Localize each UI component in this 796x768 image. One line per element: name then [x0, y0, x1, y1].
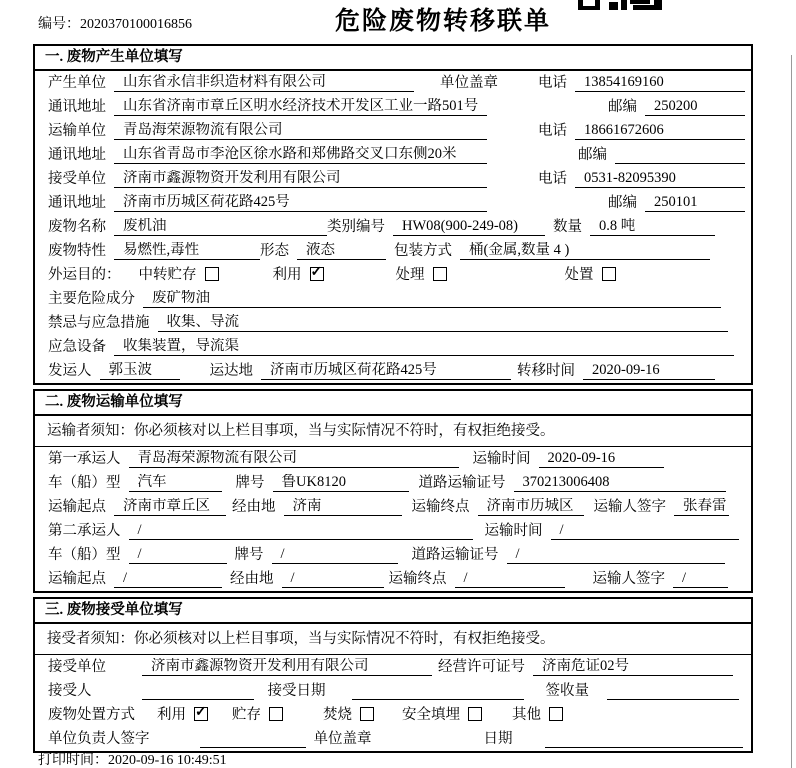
field-value: 张春雷: [683, 498, 727, 514]
form-field[interactable]: [352, 699, 524, 700]
form-label: 电话: [538, 75, 567, 91]
form-field[interactable]: [129, 522, 473, 540]
checkbox-option: [273, 267, 324, 284]
form-label: 转移时间: [517, 363, 575, 379]
checkbox-option: [157, 707, 208, 724]
form-row: [35, 311, 751, 335]
section-notice: 接受者须知：你必须核对以上栏目事项，当与实际情况不符时，有权拒绝接受。: [35, 624, 751, 655]
field-value: 济南危证02号: [542, 658, 629, 674]
field-value: 济南市章丘区: [123, 498, 210, 514]
field-value: 汽车: [137, 474, 167, 490]
form-label: 接受人: [48, 683, 92, 699]
field-value: /: [123, 570, 128, 586]
form-label: 电话: [538, 123, 567, 139]
form-row: [35, 239, 751, 263]
field-value: 废矿物油: [152, 290, 210, 306]
field-value: 2020-09-16: [547, 450, 616, 466]
document-header: [0, 0, 796, 44]
field-value: 桶(金属,数量 4 ): [469, 242, 570, 258]
form-row: [35, 287, 751, 311]
form-label: 主要危险成分: [48, 291, 135, 307]
form-field[interactable]: [673, 570, 728, 588]
form-label: 道路运输证号: [411, 547, 499, 563]
print-time-line: [38, 749, 227, 768]
form-field[interactable]: [514, 474, 726, 492]
form-field[interactable]: [129, 474, 222, 492]
form-field[interactable]: [273, 474, 409, 492]
form-field[interactable]: [575, 170, 745, 188]
form-field[interactable]: [142, 699, 254, 700]
print-time-label: 打印时间：: [38, 753, 108, 768]
form-field[interactable]: [114, 242, 260, 260]
form-label: 经营许可证号: [438, 659, 525, 675]
form-field[interactable]: [533, 658, 733, 676]
form-field[interactable]: [615, 163, 745, 164]
form-field[interactable]: [114, 338, 734, 356]
form-label: 邮编: [578, 147, 607, 163]
form-label: 形态: [260, 243, 289, 259]
checkbox-label: 贮存: [232, 707, 261, 723]
section-box: [33, 389, 753, 593]
form-field[interactable]: [143, 290, 721, 308]
form-field[interactable]: [583, 362, 715, 380]
form-row: [35, 447, 751, 471]
form-field[interactable]: [129, 546, 227, 564]
field-value: 250200: [654, 98, 698, 114]
form-label: 邮编: [608, 99, 637, 115]
form-label: 包装方式: [394, 243, 452, 259]
form-label: 接受日期: [267, 683, 326, 699]
form-row: [35, 95, 751, 119]
field-value: 370213006408: [522, 474, 610, 490]
form-label: 牌号: [234, 547, 264, 563]
form-field[interactable]: [455, 570, 565, 588]
form-label: 发运人: [48, 363, 92, 379]
page-edge-line: [791, 55, 792, 768]
field-value: /: [280, 546, 285, 562]
field-value: 济南市历城区荷花路425号: [123, 194, 290, 210]
form-label: 通讯地址: [48, 195, 106, 211]
checkbox-label: 中转贮存: [138, 267, 197, 283]
field-value: 250101: [654, 194, 698, 210]
form-row: [35, 359, 751, 383]
checkbox-option: [402, 707, 482, 724]
field-value: 废机油: [123, 218, 167, 234]
form-label: 单位负责人签字: [48, 731, 150, 747]
checkbox-icon[interactable]: [602, 267, 616, 281]
form-row: [35, 119, 751, 143]
checkbox-icon[interactable]: [433, 267, 447, 281]
form-field[interactable]: [551, 522, 739, 540]
form-label: 废物特性: [48, 243, 106, 259]
field-value: 收集装置，导流渠: [123, 338, 239, 354]
form-row: [35, 335, 751, 359]
field-value: 易燃性,毒性: [123, 242, 200, 258]
form-label: 外运目的：: [48, 267, 121, 283]
form-label: 牌号: [235, 475, 265, 491]
form-field[interactable]: [114, 122, 487, 140]
form-label: 运输时间: [472, 451, 531, 467]
form-label: 产生单位: [48, 75, 106, 91]
form-field[interactable]: [142, 658, 432, 676]
field-value: 济南市历城区: [486, 498, 574, 514]
form-label: 第二承运人: [48, 523, 121, 539]
form-field[interactable]: [114, 170, 487, 188]
form-label: 道路运输证号: [418, 475, 506, 491]
field-value: /: [682, 570, 687, 586]
field-value: 济南: [292, 498, 322, 514]
form-label: 通讯地址: [48, 147, 106, 163]
field-value: HW08(900-249-08): [402, 218, 518, 234]
form-label: 经由地: [232, 499, 276, 515]
form-field[interactable]: [478, 498, 584, 516]
field-value: /: [515, 546, 520, 562]
checkbox-label: 利用: [272, 267, 302, 283]
checkbox-label: 处置: [564, 267, 594, 283]
form-label: 废物处置方式: [48, 707, 135, 723]
form-field[interactable]: [507, 546, 725, 564]
form-row: [35, 191, 751, 215]
form-field[interactable]: [393, 218, 545, 236]
form-row: [35, 727, 751, 751]
form-field[interactable]: [129, 450, 459, 468]
field-value: 山东省青岛市李沧区徐水路和郑佛路交叉口东侧20米: [123, 146, 457, 162]
form-row: [35, 215, 751, 239]
form-field[interactable]: [114, 74, 414, 92]
checkbox-icon[interactable]: [269, 707, 283, 721]
form-label: 日期: [483, 731, 513, 747]
form-field[interactable]: [114, 194, 487, 212]
field-value: 青岛海荣源物流有限公司: [137, 450, 297, 466]
form-field[interactable]: [114, 146, 487, 164]
checkbox-option: [512, 707, 563, 724]
checkbox-label: 处理: [395, 267, 425, 283]
form-label: 车（船）型: [48, 547, 121, 563]
form-label: 应急设备: [48, 339, 106, 355]
form-row: [35, 495, 751, 519]
form-row: [35, 567, 751, 591]
form-field[interactable]: [284, 498, 402, 516]
form-field[interactable]: [674, 498, 729, 516]
form-field[interactable]: [200, 747, 306, 748]
checkbox-label: 焚烧: [323, 707, 352, 723]
qr-code-fragment-icon: [578, 0, 662, 10]
form-label: 类别编号: [327, 219, 385, 235]
section-title: 二. 废物运输单位填写: [35, 391, 751, 416]
checkbox-label: 其他: [512, 707, 541, 723]
form-label: 运输单位: [48, 123, 106, 139]
form-label: 禁忌与应急措施: [48, 315, 150, 331]
field-value: 0.8 吨: [599, 218, 636, 234]
section-title: 三. 废物接受单位填写: [35, 599, 751, 624]
checkbox-icon[interactable]: [468, 707, 482, 721]
field-value: 郭玉波: [108, 362, 152, 378]
field-value: /: [463, 570, 468, 586]
form-field[interactable]: [158, 314, 728, 332]
field-value: 济南市历城区荷花路425号: [270, 362, 437, 378]
field-value: 济南市鑫源物资开发利用有限公司: [151, 658, 369, 674]
form-row: [35, 71, 751, 95]
field-value: 18661672606: [584, 122, 664, 138]
form-row: [35, 655, 751, 679]
field-value: /: [559, 522, 564, 538]
field-value: 青岛海荣源物流有限公司: [123, 122, 283, 138]
field-value: 山东省永信非织造材料有限公司: [123, 74, 326, 90]
form-field[interactable]: [297, 242, 386, 260]
form-field[interactable]: [114, 570, 222, 588]
section-box: [33, 597, 753, 753]
field-value: 山东省济南市章丘区明水经济技术开发区工业一路501号: [123, 98, 479, 114]
form-label: 数量: [553, 219, 582, 235]
form-row: [35, 519, 751, 543]
form-row: [35, 543, 751, 567]
form-row: [35, 679, 751, 703]
print-time-value: 2020-09-16 10:49:51: [108, 753, 227, 768]
form-label: 经由地: [230, 571, 274, 587]
section-notice: 运输者须知：你必须核对以上栏目事项，当与实际情况不符时，有权拒绝接受。: [35, 416, 751, 447]
form-field[interactable]: [114, 98, 487, 116]
form-field[interactable]: [100, 362, 180, 380]
form-field[interactable]: [545, 747, 743, 748]
form-label: 运输人签字: [592, 571, 665, 587]
form-label: 接受单位: [48, 171, 106, 187]
checkbox-option: [396, 267, 447, 284]
checkbox-option: [565, 267, 616, 284]
checkbox-label: 安全填埋: [402, 707, 460, 723]
form-row: [35, 143, 751, 167]
field-value: 收集、导流: [166, 314, 239, 330]
form-field[interactable]: [590, 218, 715, 236]
form-field[interactable]: [282, 570, 384, 588]
form-row: [35, 703, 751, 727]
form-field[interactable]: [460, 242, 710, 260]
field-value: 济南市鑫源物资开发利用有限公司: [123, 170, 341, 186]
checkbox-icon[interactable]: [360, 707, 374, 721]
field-value: /: [137, 522, 142, 538]
section-box: [33, 44, 753, 385]
form-label: 接受单位: [48, 659, 106, 675]
form-label: 第一承运人: [48, 451, 121, 467]
checkbox-icon[interactable]: [549, 707, 563, 721]
form-row: [35, 167, 751, 191]
form-label: 邮编: [608, 195, 637, 211]
form-field[interactable]: [272, 546, 398, 564]
form-label: 运输终点: [388, 571, 447, 587]
form-field[interactable]: [114, 498, 226, 516]
form-label: 单位盖章: [313, 731, 372, 747]
form-field[interactable]: [114, 218, 327, 236]
field-value: 13854169160: [584, 74, 664, 90]
field-value: /: [137, 546, 142, 562]
form-field[interactable]: [575, 122, 745, 140]
form-field[interactable]: [645, 194, 745, 212]
form-field[interactable]: [645, 98, 745, 116]
form-sections: [33, 44, 753, 757]
checkbox-option: [139, 267, 219, 284]
checkbox-checked-icon[interactable]: [194, 707, 208, 721]
checkbox-icon[interactable]: [205, 267, 219, 281]
form-label: 车（船）型: [48, 475, 121, 491]
form-label: 运输终点: [411, 499, 470, 515]
form-field[interactable]: [607, 699, 739, 700]
serial-number: 2020370100016856: [80, 17, 192, 32]
field-value: 0531-82095390: [584, 170, 676, 186]
form-label: 电话: [538, 171, 567, 187]
checkbox-option: [323, 707, 374, 724]
form-label: 单位盖章: [440, 75, 498, 91]
form-label: 运输时间: [484, 523, 543, 539]
checkbox-option: [232, 707, 283, 724]
form-label: 运输起点: [48, 499, 106, 515]
form-field[interactable]: [575, 74, 745, 92]
field-value: 2020-09-16: [592, 362, 660, 378]
field-value: /: [290, 570, 295, 586]
section-title: 一. 废物产生单位填写: [35, 46, 751, 71]
form-label: 运输人签字: [593, 499, 666, 515]
form-field[interactable]: [261, 362, 511, 380]
form-row: [35, 263, 751, 287]
form-label: 签收量: [545, 683, 589, 699]
checkbox-checked-icon[interactable]: [310, 267, 324, 281]
form-label: 运达地: [209, 363, 253, 379]
form-label: 运输起点: [48, 571, 106, 587]
field-value: 鲁UK8120: [281, 474, 346, 490]
page-title: 危险废物转移联单: [334, 8, 551, 35]
form-label: 通讯地址: [48, 99, 106, 115]
serial-label: 编号：: [38, 17, 80, 32]
form-row: [35, 471, 751, 495]
form-label: 废物名称: [48, 219, 106, 235]
field-value: 液态: [306, 242, 335, 258]
form-field[interactable]: [539, 450, 664, 468]
checkbox-label: 利用: [157, 707, 186, 723]
